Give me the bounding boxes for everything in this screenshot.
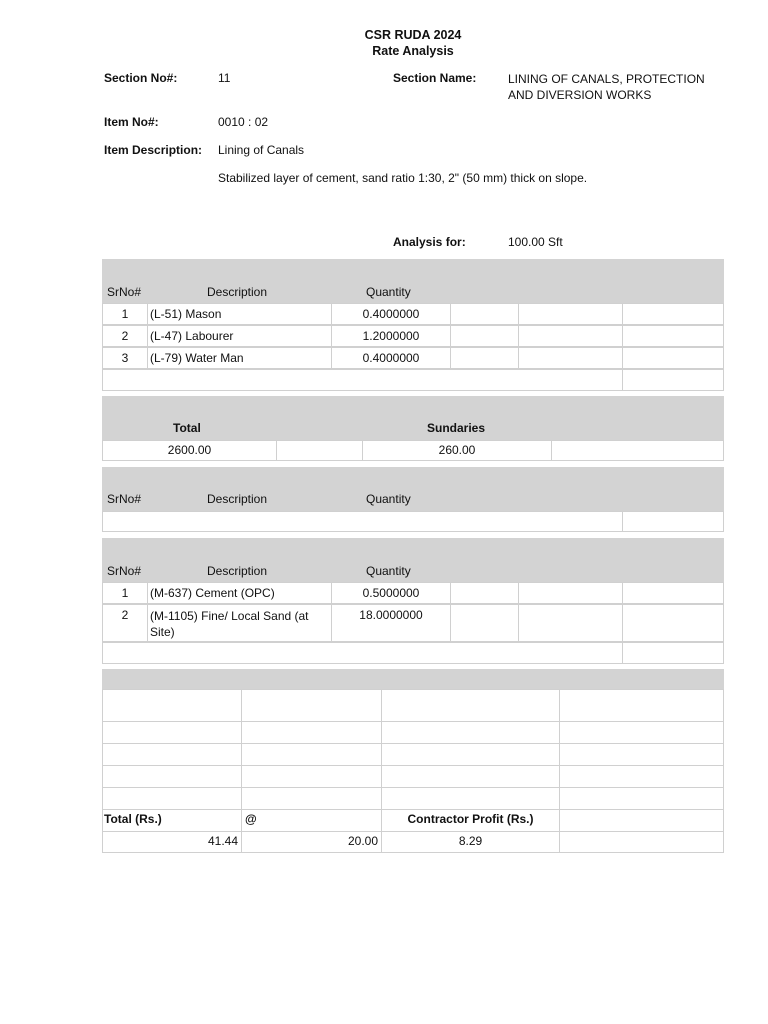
labour-description: (L-51) Mason <box>150 307 222 321</box>
summary-total-label: Total <box>173 421 201 435</box>
materials-srno: 1 <box>121 586 129 600</box>
labour-quantity-header: Quantity <box>366 285 411 299</box>
machinery-table-header <box>102 467 724 511</box>
summary-sundaries-label: Sundaries <box>427 421 486 435</box>
labour-srno: 3 <box>121 351 129 365</box>
materials-quantity: 0.5000000 <box>362 586 420 600</box>
labour-srno-header: SrNo# <box>107 285 142 299</box>
materials-description: (M-637) Cement (OPC) <box>150 586 275 600</box>
report-subtitle: Rate Analysis <box>372 44 454 58</box>
labour-quantity: 1.2000000 <box>362 329 420 343</box>
item-description-detail: Stabilized layer of cement, sand ratio 1:30, 2" (50 mm) thick on slope. <box>218 171 588 185</box>
totals-at-label: @ <box>245 812 257 826</box>
machinery-quantity-header: Quantity <box>366 492 411 506</box>
totals-header <box>102 669 724 689</box>
materials-description-header: Description <box>207 564 268 578</box>
materials-table-header <box>102 538 724 582</box>
analysis-for-label: Analysis for: <box>393 235 466 249</box>
totals-total-value: 41.44 <box>207 834 238 848</box>
item-no-label: Item No#: <box>104 115 159 129</box>
totals-at-value: 20.00 <box>347 834 378 848</box>
labour-quantity: 0.4000000 <box>362 307 420 321</box>
labour-description: (L-47) Labourer <box>150 329 234 343</box>
materials-srno: 2 <box>121 608 129 622</box>
labour-table-header <box>102 259 724 303</box>
labour-quantity: 0.4000000 <box>362 351 420 365</box>
totals-total-label: Total (Rs.) <box>104 812 162 826</box>
section-no-value: 11 <box>218 71 231 85</box>
labour-srno: 2 <box>121 329 129 343</box>
materials-quantity: 18.0000000 <box>359 608 423 622</box>
section-name-value: LINING OF CANALS, PROTECTION AND DIVERSION WORKS <box>508 72 705 102</box>
report-title-main: CSR RUDA 2024 <box>364 28 462 42</box>
item-description-label: Item Description: <box>104 143 203 157</box>
analysis-for-value: 100.00 Sft <box>508 235 563 249</box>
section-name-label: Section Name: <box>393 71 477 85</box>
summary-total-value: 2600.00 <box>167 443 212 457</box>
materials-description: (M-1105) Fine/ Local Sand (at Site) <box>150 609 309 639</box>
totals-profit-label: Contractor Profit (Rs.) <box>407 812 534 826</box>
totals-profit-value: 8.29 <box>458 834 483 848</box>
machinery-description-header: Description <box>207 492 268 506</box>
report-title <box>0 27 768 59</box>
labour-srno: 1 <box>121 307 129 321</box>
materials-quantity-header: Quantity <box>366 564 411 578</box>
item-description-value: Lining of Canals <box>218 143 305 157</box>
summary-sundaries-value: 260.00 <box>438 443 476 457</box>
section-no-label: Section No#: <box>104 71 178 85</box>
machinery-srno-header: SrNo# <box>107 492 142 506</box>
materials-srno-header: SrNo# <box>107 564 142 578</box>
item-no-value: 0010 : 02 <box>218 115 269 129</box>
labour-description: (L-79) Water Man <box>150 351 244 365</box>
labour-description-header: Description <box>207 285 268 299</box>
